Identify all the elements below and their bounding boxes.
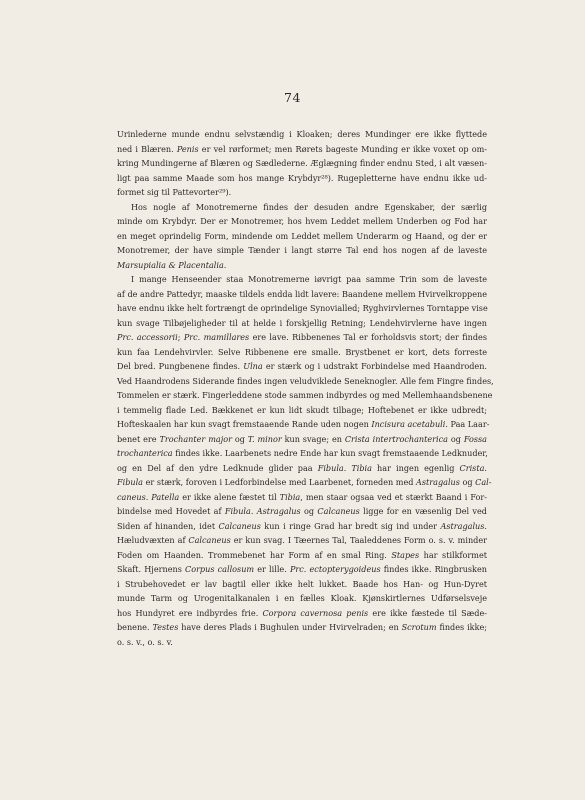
text-line (117, 200, 487, 215)
text-segment: ligge for en væsenlig Del ved (359, 506, 487, 516)
text-line (117, 388, 493, 403)
text-segment: er stærk, foroven i Ledforbindelse med Laarbenet, forneden med (143, 477, 417, 487)
text-segment: . (145, 491, 152, 502)
text-segment: ; (177, 332, 184, 342)
italic-term: Astragalus (256, 506, 301, 516)
text-segment: og (231, 433, 248, 444)
text-line (117, 171, 487, 186)
italic-term: trochanterica (117, 448, 173, 458)
page-number: 74 (284, 90, 301, 105)
text-segment: Monotremer, der have simple Tænder i langt større Tal end hos nogen af de laveste (117, 245, 487, 255)
italic-term: Prc. ectopterygoideus (289, 564, 381, 574)
text-line (117, 417, 490, 432)
text-segment: har stilkformet (419, 549, 487, 560)
text-segment: . (484, 462, 487, 473)
italic-term: Calcaneus (317, 506, 360, 516)
text-segment: kun i ringe Grad har bredt sig ind under (260, 520, 441, 531)
text-segment: er ikke alene fæstet til (179, 491, 280, 502)
text-segment: en meget oprindelig Form, mindende om Leddet mellem Underarm og Haand, og der er (117, 230, 487, 241)
text-segment: ere ikke fæstede til Sæde- (368, 607, 487, 618)
text-segment: Tommelen er stærk. Fingerleddene stode sammen indbyrdes og med Mellemhaandsbenene (117, 390, 493, 400)
italic-term: Fossa (463, 433, 487, 444)
text-line (117, 562, 487, 577)
text-segment: i temmelig flade Led. Bækkenet er kun lidt skudt tilbage; Hoftebenet er ikke udbredt; (117, 404, 487, 415)
text-segment: . Paa Laar- (445, 419, 490, 429)
italic-term: Cal- (475, 477, 492, 487)
text-segment: Hos nogle af Monotremerne findes der desuden andre Egenskaber, der særlig (131, 201, 487, 212)
text-segment: findes ikke; (436, 622, 487, 632)
italic-term: Penis (176, 143, 199, 154)
text-segment: formet sig til Pattevorter²⁹). (117, 187, 232, 197)
italic-term: T. minor (247, 433, 282, 444)
text-segment: er lille. (254, 564, 290, 574)
text-segment: Del bred. Pungbenene findes. (117, 361, 244, 371)
italic-term: Tibia (279, 491, 301, 502)
text-line (117, 359, 487, 374)
text-line (117, 243, 487, 258)
italic-term: Corpus callosum (185, 564, 255, 574)
italic-term: Incisura acetabuli (371, 419, 446, 429)
text-segment: findes ikke. Ringbrusken (380, 564, 487, 574)
italic-term: Prc. accessorii (117, 332, 178, 342)
text-segment: . (343, 462, 352, 473)
text-line (117, 156, 487, 171)
text-line (117, 635, 487, 650)
text-segment: have deres Plads i Bughulen under Hvirvelraden; en (178, 622, 402, 632)
text-segment: benet ere (117, 433, 160, 444)
italic-term: Ulna (243, 361, 263, 371)
italic-term: Prc. mamillares (183, 332, 250, 342)
text-line (117, 345, 487, 360)
text-segment: Foden om Haanden. Trommebenet har Form af en smal Ring. (117, 549, 392, 560)
text-segment: bindelse med Hovedet af (117, 506, 225, 516)
text-line (117, 272, 487, 287)
text-segment: og en Del af den ydre Ledknude glider paa (117, 462, 318, 473)
text-line (117, 591, 487, 606)
italic-term: Crista intertrochanterica (344, 433, 448, 444)
text-segment: er stærk og i udstrakt Forbindelse med Haandroden. (262, 361, 487, 371)
text-segment: er vel rørformet; men Rørets bageste Munding er ikke voxet op om- (198, 143, 487, 154)
text-segment: ned i Blæren. (117, 143, 177, 154)
italic-term: caneus (117, 491, 146, 502)
text-line (117, 214, 487, 229)
italic-term: Marsupialia & Placentalia. (117, 259, 227, 270)
text-segment: Ved Haandrodens Siderande findes ingen veludviklede Seneknogler. Alle fem Fingre findes, (117, 375, 494, 386)
text-segment: o. s. v., o. s. v. (117, 636, 173, 647)
text-line (117, 446, 487, 461)
text-line (117, 519, 487, 534)
text-segment: have endnu ikke helt fortrængt de oprindelige Synovialled; Ryghvirvlernes Torntappe vise (117, 303, 488, 313)
text-segment: findes ikke. Laarbenets nedre Ende har kun svagt fremstaaende Ledknuder, (172, 448, 488, 458)
text-line (117, 620, 487, 635)
text-line (117, 577, 487, 592)
text-segment: ligt paa samme Maade som hos mange Krybdyr²⁸). Rugepletterne have endnu ikke ud- (117, 172, 487, 183)
text-line (117, 316, 487, 331)
text-segment: , men staar ogsaa ved et stærkt Baand i For- (300, 491, 487, 502)
italic-term: Patella (151, 491, 180, 502)
text-segment: af de andre Pattedyr, maaske tildels endda lidt lavere: Baandene mellem Hvirvelkroppene (117, 288, 487, 299)
text-line (117, 287, 487, 302)
text-segment: kun faa Lendehvirvler. Selve Ribbenene ere smalle. Brystbenet er kort, dets forreste (117, 346, 487, 357)
text-segment: I mange Henseender staa Monotremerne iøvrigt paa samme Trin som de laveste (131, 274, 487, 284)
italic-term: Astragalus (416, 477, 460, 487)
text-segment: Hæludvæxten af (117, 535, 189, 545)
text-line (117, 185, 487, 200)
italic-term: Crista (459, 462, 485, 473)
text-line (117, 548, 487, 563)
italic-term: Trochanter major (159, 433, 232, 444)
text-segment: Hofteskaalen har kun svagt fremstaaende Rande uden nogen (117, 419, 372, 429)
text-segment: Siden af hinanden, idet (117, 520, 219, 531)
text-segment: minde om Krybdyr. Der er Monotremer, hos hvem Leddet mellem Underben og Fod har (117, 216, 487, 226)
text-line (117, 330, 487, 345)
text-segment: kun svage Tilbøjeligheder til at helde i forskjellig Retning; Lendehvirvlerne have ingen (117, 317, 487, 328)
italic-term: Stapes (391, 549, 420, 560)
text-line (117, 461, 487, 476)
text-line (117, 127, 487, 142)
text-line (117, 142, 487, 157)
text-line (117, 504, 487, 519)
text-line (117, 533, 487, 548)
text-segment: ere lave. Ribbenenes Tal er forholdsvis stort; der findes (249, 332, 488, 342)
italic-term: Corpora cavernosa penis (262, 607, 369, 618)
italic-term: Calcaneus (188, 535, 231, 545)
text-line (117, 403, 487, 418)
text-segment: og (300, 506, 318, 516)
text-line (117, 432, 487, 447)
text-segment: . (484, 520, 487, 531)
text-segment: og (447, 433, 464, 444)
italic-term: Testes (152, 622, 179, 632)
text-segment: munde Tarm og Urogenitalkanalen i en fælles Kloak. Kjønskirtlernes Udførselsveje (117, 593, 487, 603)
text-line (117, 229, 487, 244)
italic-term: Astragalus (440, 520, 485, 531)
text-line (117, 301, 487, 316)
body-text (117, 127, 494, 649)
text-segment: i Strubehovedet er lav bagtil eller ikke helt lukket. Baade hos Han- og Hun-Dyret (117, 578, 487, 589)
text-segment: hos Hundyret ere indbyrdes frie. (117, 607, 263, 618)
text-line (117, 606, 487, 621)
italic-term: Fibula (317, 462, 344, 473)
text-line (117, 374, 494, 389)
italic-term: Fibula (117, 477, 144, 487)
text-segment: benene. (117, 622, 153, 632)
text-line (117, 258, 487, 273)
text-segment: og (459, 477, 476, 487)
text-segment: . (250, 506, 257, 516)
italic-term: Fibula (224, 506, 251, 516)
text-line (117, 475, 492, 490)
text-segment: har ingen egenlig (371, 462, 460, 473)
text-line (117, 490, 487, 505)
italic-term: Scrotum (401, 622, 437, 632)
text-segment: er kun svag. I Tæernes Tal, Taaleddenes Form o. s. v. minder (230, 535, 487, 545)
italic-term: Calcaneus (218, 520, 261, 531)
text-segment: kring Mundingerne af Blæren og Sædlederne. Æglægning finder endnu Sted, i alt væsen- (117, 158, 487, 168)
italic-term: Tibia (351, 462, 372, 473)
text-segment: Skaft. Hjernens (117, 564, 185, 574)
text-segment: kun svage; en (281, 433, 345, 444)
text-segment: Urinlederne munde endnu selvstændig i Kloaken; deres Mundinger ere ikke flyttede (117, 129, 487, 139)
